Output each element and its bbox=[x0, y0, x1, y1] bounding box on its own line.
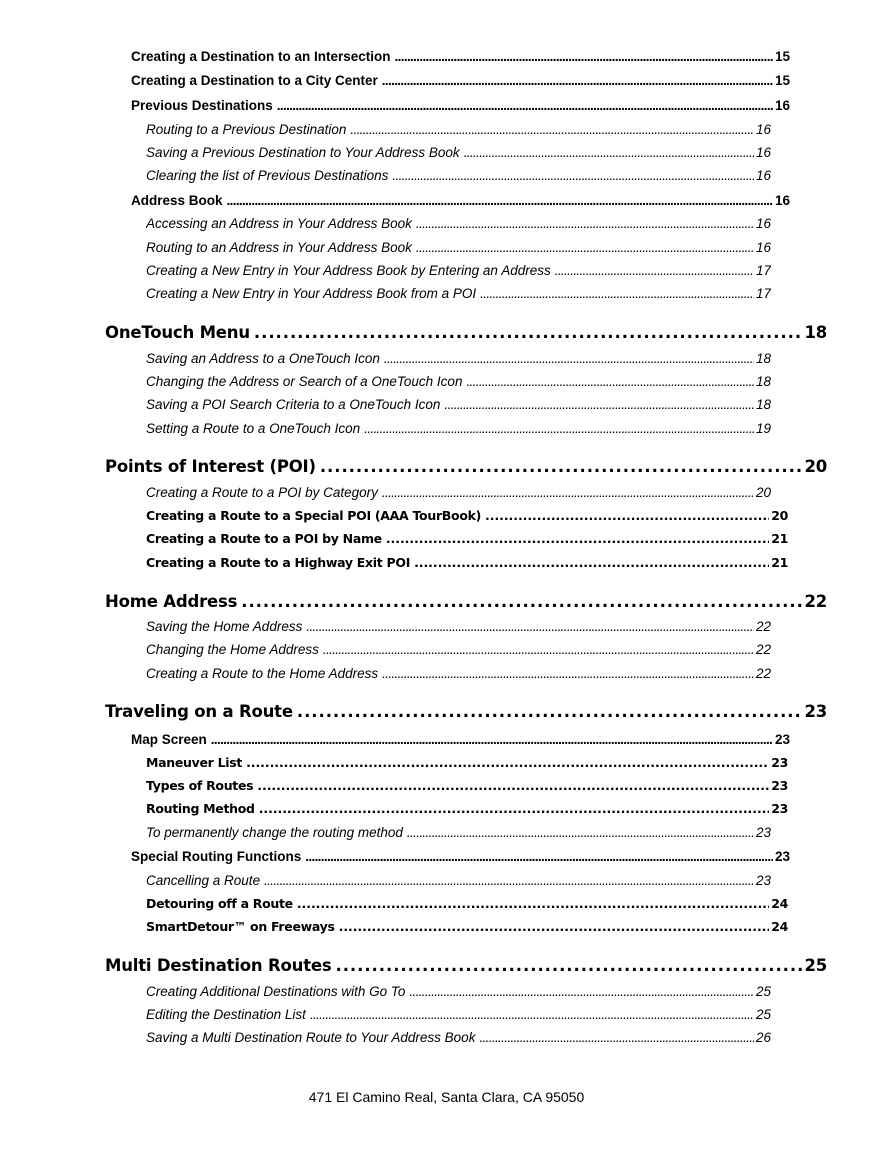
toc-entry-title: Saving a Multi Destination Route to Your Address Book bbox=[146, 1030, 476, 1045]
toc-page-number: 23 bbox=[755, 825, 771, 840]
toc-entry-title: Types of Routes bbox=[146, 778, 254, 793]
toc-page-number: 23 bbox=[771, 755, 788, 770]
toc-chapter-entry[interactable] bbox=[105, 457, 827, 476]
toc-chapter-entry[interactable] bbox=[105, 702, 827, 721]
toc-entry-title: OneTouch Menu bbox=[105, 323, 250, 342]
toc-page-number: 25 bbox=[755, 1007, 771, 1022]
toc-entry[interactable] bbox=[146, 531, 788, 546]
toc-entry[interactable] bbox=[146, 374, 771, 389]
toc-entry[interactable] bbox=[146, 240, 771, 255]
toc-chapter-entry[interactable] bbox=[105, 323, 827, 342]
dot-leader bbox=[259, 801, 770, 816]
toc-page-number: 23 bbox=[774, 732, 790, 747]
dot-leader bbox=[211, 732, 773, 747]
dot-leader bbox=[264, 873, 754, 888]
toc-page-number: 25 bbox=[804, 956, 827, 975]
toc-entry[interactable] bbox=[146, 1007, 771, 1022]
toc-entry[interactable] bbox=[131, 732, 790, 747]
toc-entry-title: Setting a Route to a OneTouch Icon bbox=[146, 421, 361, 436]
dot-leader bbox=[392, 168, 754, 183]
toc-page-number: 16 bbox=[755, 240, 771, 255]
dot-leader bbox=[336, 956, 803, 975]
toc-page-number: 15 bbox=[774, 49, 790, 64]
toc-page-number: 25 bbox=[755, 984, 771, 999]
toc-entry-title: Saving a Previous Destination to Your Address Book bbox=[146, 145, 460, 160]
toc-page-number: 26 bbox=[755, 1030, 771, 1045]
toc-page-number: 17 bbox=[755, 263, 771, 278]
toc-entry-title: Special Routing Functions bbox=[131, 849, 302, 864]
toc-entry[interactable] bbox=[146, 263, 771, 278]
dot-leader bbox=[555, 263, 754, 278]
toc-entry[interactable] bbox=[146, 873, 771, 888]
toc-entry[interactable] bbox=[131, 73, 790, 88]
toc-entry-title: Points of Interest (POI) bbox=[105, 457, 316, 476]
dot-leader bbox=[464, 145, 754, 160]
dot-leader bbox=[416, 240, 754, 255]
toc-page-number: 23 bbox=[804, 702, 827, 721]
toc-entry[interactable] bbox=[146, 286, 771, 301]
toc-entry[interactable] bbox=[146, 801, 788, 816]
toc-entry[interactable] bbox=[131, 193, 790, 208]
toc-page-number: 18 bbox=[804, 323, 827, 342]
toc-entry-title: Routing Method bbox=[146, 801, 255, 816]
toc-entry[interactable] bbox=[146, 984, 771, 999]
dot-leader bbox=[485, 508, 769, 523]
dot-leader bbox=[320, 457, 803, 476]
toc-entry-title: Creating a Route to a Special POI (AAA TourBook) bbox=[146, 508, 482, 523]
toc-entry-title: Creating a Route to the Home Address bbox=[146, 666, 379, 681]
dot-leader bbox=[382, 666, 754, 681]
dot-leader bbox=[323, 642, 754, 657]
toc-entry[interactable] bbox=[146, 168, 771, 183]
toc-entry-title: Creating a Destination to an Intersection bbox=[131, 49, 391, 64]
toc-entry[interactable] bbox=[146, 619, 771, 634]
toc-entry-title: Creating a Destination to a City Center bbox=[131, 73, 378, 88]
dot-leader bbox=[480, 286, 754, 301]
toc-entry-title: Traveling on a Route bbox=[105, 702, 293, 721]
toc-entry-title: Detouring off a Route bbox=[146, 896, 293, 911]
toc-entry[interactable] bbox=[146, 755, 788, 770]
toc-page-number: 18 bbox=[755, 374, 771, 389]
toc-entry-title: Clearing the list of Previous Destinations bbox=[146, 168, 389, 183]
toc-page-number: 16 bbox=[755, 216, 771, 231]
toc-chapter-entry[interactable] bbox=[105, 592, 827, 611]
toc-entry-title: Routing to an Address in Your Address Book bbox=[146, 240, 412, 255]
dot-leader bbox=[350, 122, 754, 137]
toc-page-number: 20 bbox=[771, 508, 788, 523]
toc-entry-title: Routing to a Previous Destination bbox=[146, 122, 347, 137]
toc-page-number: 20 bbox=[804, 457, 827, 476]
toc-entry-title: Creating a Route to a Highway Exit POI bbox=[146, 555, 411, 570]
dot-leader bbox=[416, 216, 754, 231]
dot-leader bbox=[382, 73, 773, 88]
toc-entry-title: To permanently change the routing method bbox=[146, 825, 403, 840]
toc-page-number: 22 bbox=[755, 619, 771, 634]
dot-leader bbox=[339, 919, 770, 934]
dot-leader bbox=[479, 1030, 754, 1045]
toc-entry[interactable] bbox=[146, 642, 771, 657]
toc-entry-title: Creating a Route to a POI by Category bbox=[146, 485, 378, 500]
dot-leader bbox=[444, 397, 754, 412]
toc-page-number: 16 bbox=[755, 145, 771, 160]
toc-page-number: 18 bbox=[755, 397, 771, 412]
toc-page-number: 24 bbox=[771, 919, 788, 934]
toc-entry-title: Address Book bbox=[131, 193, 223, 208]
dot-leader bbox=[395, 49, 773, 64]
toc-entry[interactable] bbox=[146, 485, 771, 500]
toc-page-number: 23 bbox=[771, 778, 788, 793]
dot-leader bbox=[414, 555, 769, 570]
toc-entry-title: Multi Destination Routes bbox=[105, 956, 332, 975]
toc-chapter-entry[interactable] bbox=[105, 956, 827, 975]
toc-entry[interactable] bbox=[146, 555, 788, 570]
toc-entry-title: Saving the Home Address bbox=[146, 619, 303, 634]
toc-page-number: 21 bbox=[771, 531, 788, 546]
toc-page-number: 16 bbox=[755, 168, 771, 183]
toc-page-number: 19 bbox=[755, 421, 771, 436]
toc-page-number: 24 bbox=[771, 896, 788, 911]
toc-page-number: 20 bbox=[755, 485, 771, 500]
toc-page-number: 16 bbox=[755, 122, 771, 137]
dot-leader bbox=[306, 619, 754, 634]
toc-entry[interactable] bbox=[146, 778, 788, 793]
dot-leader bbox=[382, 485, 754, 500]
toc-page-number: 15 bbox=[774, 73, 790, 88]
dot-leader bbox=[310, 1007, 754, 1022]
toc-entry[interactable] bbox=[146, 216, 771, 231]
page-footer-address: 471 El Camino Real, Santa Clara, CA 95050 bbox=[308, 1089, 585, 1105]
dot-leader bbox=[466, 374, 754, 389]
toc-entry[interactable] bbox=[131, 849, 790, 864]
toc-page-number: 23 bbox=[771, 801, 788, 816]
toc-entry-title: Creating Additional Destinations with Go To bbox=[146, 984, 406, 999]
toc-entry-title: Creating a New Entry in Your Address Book from a POI bbox=[146, 286, 477, 301]
toc-entry-title: Home Address bbox=[105, 592, 238, 611]
toc-entry[interactable] bbox=[146, 508, 788, 523]
toc-page-number: 22 bbox=[755, 642, 771, 657]
toc-entry-title: Cancelling a Route bbox=[146, 873, 261, 888]
toc-page-number: 22 bbox=[804, 592, 827, 611]
toc-entry[interactable] bbox=[146, 351, 771, 366]
toc-entry[interactable] bbox=[146, 421, 771, 436]
dot-leader bbox=[277, 98, 773, 113]
toc-entry[interactable] bbox=[146, 896, 788, 911]
toc-entry[interactable] bbox=[146, 825, 771, 840]
toc-page-number: 23 bbox=[755, 873, 771, 888]
toc-page-number: 16 bbox=[774, 193, 790, 208]
toc-page-number: 21 bbox=[771, 555, 788, 570]
toc-entry-title: Maneuver List bbox=[146, 755, 243, 770]
toc-entry[interactable] bbox=[146, 1030, 771, 1045]
dot-leader bbox=[227, 193, 773, 208]
dot-leader bbox=[241, 592, 802, 611]
toc-entry-title: Changing the Home Address bbox=[146, 642, 319, 657]
toc-entry-title: Editing the Destination List bbox=[146, 1007, 306, 1022]
toc-entry[interactable] bbox=[146, 145, 771, 160]
dot-leader bbox=[297, 702, 803, 721]
toc-entry-title: Creating a New Entry in Your Address Book by Entering an Address bbox=[146, 263, 551, 278]
dot-leader bbox=[407, 825, 754, 840]
toc-entry-title: Saving a POI Search Criteria to a OneTouch Icon bbox=[146, 397, 441, 412]
toc-page-number: 23 bbox=[774, 849, 790, 864]
toc-page-number: 18 bbox=[755, 351, 771, 366]
toc-entry-title: SmartDetour™ on Freeways bbox=[146, 919, 335, 934]
dot-leader bbox=[297, 896, 769, 911]
dot-leader bbox=[384, 351, 754, 366]
toc-entry-title: Accessing an Address in Your Address Book bbox=[146, 216, 412, 231]
toc-entry[interactable] bbox=[131, 49, 790, 64]
toc-entry[interactable] bbox=[146, 666, 771, 681]
toc-entry[interactable] bbox=[131, 98, 790, 113]
dot-leader bbox=[305, 849, 773, 864]
toc-entry-title: Creating a Route to a POI by Name bbox=[146, 531, 382, 546]
toc-page-number: 17 bbox=[755, 286, 771, 301]
dot-leader bbox=[409, 984, 754, 999]
dot-leader bbox=[246, 755, 769, 770]
dot-leader bbox=[386, 531, 769, 546]
dot-leader bbox=[364, 421, 754, 436]
toc-entry[interactable] bbox=[146, 919, 788, 934]
toc-entry-title: Previous Destinations bbox=[131, 98, 273, 113]
toc-entry[interactable] bbox=[146, 397, 771, 412]
toc-entry[interactable] bbox=[146, 122, 771, 137]
toc-entry-title: Saving an Address to a OneTouch Icon bbox=[146, 351, 380, 366]
dot-leader bbox=[257, 778, 769, 793]
toc-page-number: 16 bbox=[774, 98, 790, 113]
toc-entry-title: Map Screen bbox=[131, 732, 207, 747]
toc-page-number: 22 bbox=[755, 666, 771, 681]
dot-leader bbox=[254, 323, 803, 342]
toc-entry-title: Changing the Address or Search of a OneTouch Icon bbox=[146, 374, 463, 389]
